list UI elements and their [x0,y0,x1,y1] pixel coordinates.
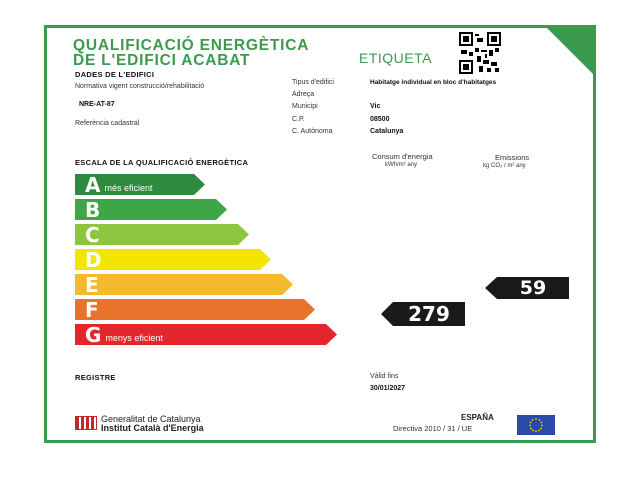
scale-title: ESCALA DE LA QUALIFICACIÓ ENERGÈTICA [75,158,249,167]
consumption-value: 279 [408,302,450,326]
rating-bar-a [75,174,205,195]
energy-consumption-label: Consum d'energia [372,152,433,161]
postal-code-label: C.P. [292,116,305,123]
municipality-label: Municipi [292,103,318,110]
rating-caption [102,257,106,263]
emissions-value: 59 [519,277,547,299]
rating-caption [99,282,103,288]
energy-label-card [44,25,596,443]
org-line-2: Institut Català d'Energia [101,423,204,433]
country-label: ESPAÑA [461,413,494,422]
org-name [101,415,204,433]
directive-label: Directiva 2010 / 31 / UE [393,424,473,433]
rating-caption [99,307,103,313]
qr-code-icon [459,32,501,74]
eu-flag-icon [517,415,555,435]
title-line-1: QUALIFICACIÓ ENERGÈTICA [73,37,310,54]
region-value: Catalunya [370,128,404,135]
emissions-label: Emissions [495,153,530,162]
rating-caption [100,207,104,213]
rating-caption: més eficient [104,182,153,193]
rating-letter: F [85,297,99,322]
building-type-value: Habitatge individual en bloc d'habitatges [370,79,497,86]
rating-caption: menys eficient [105,332,163,343]
valid-until-label: Vàlid fins [370,373,399,380]
rating-bar-c [75,224,249,245]
valid-until-value: 30/01/2027 [370,385,406,392]
rating-bar-b [75,199,227,220]
registry-label: REGISTRE [75,373,116,382]
cadastral-ref-label: Referència cadastral [75,120,140,127]
rating-bar-e [75,274,293,295]
rating-bar-f [75,299,315,320]
rating-letter: D [85,247,102,272]
emissions-unit: kg CO₂ / m² any [483,163,526,169]
etiqueta-label: ETIQUETA [359,50,432,66]
rating-bar-d [75,249,271,270]
org-line-1: Generalitat de Catalunya [101,414,201,424]
corner-decoration [544,25,596,77]
rating-letter: G [85,322,102,347]
generalitat-logo-icon [75,416,97,430]
address-label: Adreça [292,91,315,98]
rating-letter: C [85,222,100,247]
label-title [73,38,309,68]
postal-code-value: 08500 [370,116,390,123]
region-label: C. Autònoma [292,128,333,135]
rating-letter: E [85,272,99,297]
title-line-2: DE L'EDIFICI ACABAT [73,52,251,69]
normativa-label: Normativa vigent construcció/rehabilitació [75,83,205,90]
energy-consumption-unit: kWh/m² any [385,162,418,168]
rating-letter: A [85,172,101,197]
rating-letter: B [85,197,101,222]
rating-bar-g [75,324,337,345]
municipality-value: Vic [370,103,381,110]
building-section-title: DADES DE L'EDIFICI [75,70,155,79]
normativa-value: NRE-AT-87 [79,101,115,108]
building-type-label: Tipus d'edifici [292,79,334,86]
rating-caption [100,232,104,238]
